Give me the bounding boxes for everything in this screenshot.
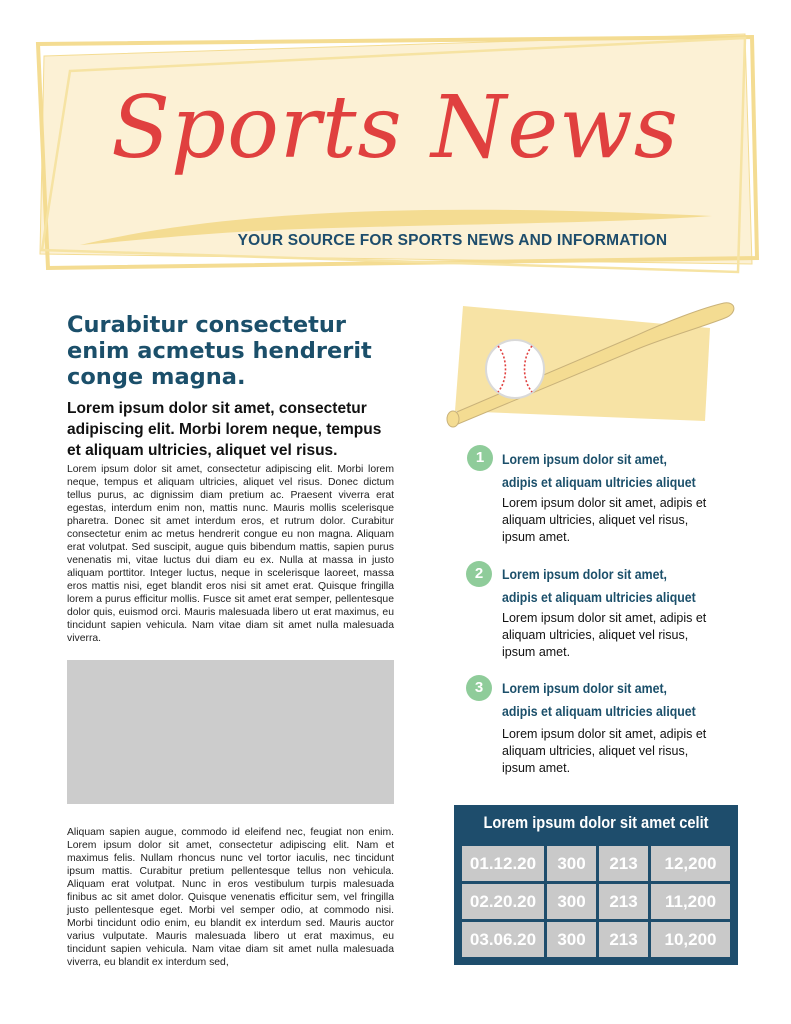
table-cell: 10,200 <box>651 922 730 957</box>
article-headline: Curabitur consectetur enim acmetus hendrerit conge magna. <box>67 312 372 390</box>
list-item-title-line2: adipis et aliquam ultricies aliquet <box>502 703 696 719</box>
table-cell: 12,200 <box>651 846 730 881</box>
table-cell: 300 <box>547 846 596 881</box>
list-item-title-line1: Lorem ipsum dolor sit amet, <box>502 451 667 467</box>
list-item-title <box>502 563 704 609</box>
list-item-body: Lorem ipsum dolor sit amet, adipis et aliquam ultricies, aliquet vel risus, ipsum amet. <box>502 496 707 544</box>
list-item-title <box>502 677 704 723</box>
table-cell: 213 <box>599 922 648 957</box>
list-item-body: Lorem ipsum dolor sit amet, adipis et aliquam ultricies, aliquet vel risus, ipsum amet. <box>502 727 707 775</box>
list-number-badge: 2 <box>466 561 492 587</box>
article-body-1: Lorem ipsum dolor sit amet, consectetur adipiscing elit. Morbi lorem neque, tempus et aliquam ultricies, aliquet vel risus. Donec dictum tellus purus, ac dignissim diam pretium ac. Praesent viverra erat egestas, interdum enim non, mattis nunc. Mauris mollis scelerisque pharetra. Donec sit amet interdum eros, et rutrum dolor. Curabitur consectetur enim ac metus hendrerit congue eu non magna. Aliquam erat volutpat. Sed suscipit, augue quis bibendum mattis, sapien purus venenatis mi, vitae luctus dui diam eu ex. Nulla at massa in justo aliquam porttitor. Integer luctus, neque in scelerisque laoreet, massa eros mattis nisi, eget blandit eros nisi sit amet erat. Quisque fringilla lorem a purus efficitur mollis. Fusce sit amet erat semper, pellentesque dolor quis, euismod orci. Mauris malesuada libero ut erat maximus, eu tincidunt sapien vehicula. Nam vitae diam sit amet nulla malesuada viverra. <box>67 464 394 644</box>
table-cell: 03.06.20 <box>462 922 544 957</box>
table-cell: 11,200 <box>651 884 730 919</box>
list-number-badge: 3 <box>466 675 492 701</box>
list-item-body: Lorem ipsum dolor sit amet, adipis et aliquam ultricies, aliquet vel risus, ipsum amet. <box>502 611 707 659</box>
masthead-tagline: YOUR SOURCE FOR SPORTS NEWS AND INFORMATION <box>237 232 668 249</box>
list-item-title-line1: Lorem ipsum dolor sit amet, <box>502 566 667 582</box>
table-cell: 01.12.20 <box>462 846 544 881</box>
baseball-illustration <box>440 296 750 436</box>
table-cell: 213 <box>599 846 648 881</box>
table-cell: 213 <box>599 884 648 919</box>
table-cell: 300 <box>547 922 596 957</box>
list-item-title-line2: adipis et aliquam ultricies aliquet <box>502 474 696 490</box>
baseball-icon <box>486 340 544 398</box>
list-item-title-line2: adipis et aliquam ultricies aliquet <box>502 589 696 605</box>
table-cell: 300 <box>547 884 596 919</box>
stats-table <box>454 805 738 965</box>
masthead-title: Sports News <box>111 78 679 178</box>
masthead <box>0 0 791 300</box>
image-placeholder <box>67 660 394 804</box>
list-number-badge: 1 <box>467 445 493 471</box>
article-subhead: Lorem ipsum dolor sit amet, consectetur adipiscing elit. Morbi lorem neque, tempus et aliquam ultricies, aliquet vel risus. <box>67 400 382 459</box>
list-item-title <box>502 448 704 494</box>
table-title: Lorem ipsum dolor sit amet celit <box>483 813 709 832</box>
table-cell: 02.20.20 <box>462 884 544 919</box>
article-body-2: Aliquam sapien augue, commodo id eleifend nec, feugiat non enim. Lorem ipsum dolor sit amet, consectetur adipiscing elit. Nam et maximus felis. Nullam rhoncus nunc vel tortor iaculis, nec tincidunt ipsum mattis. Curabitur pretium pellentesque tellus non vehicula. Aliquam erat volutpat. Nunc in eros vestibulum turpis malesuada finibus ac sit amet dolor. Quisque venenatis efficitur sem, vel fringilla justo pellentesque eget. Morbi vel semper odio, at commodo nisi. Morbi tincidunt odio enim, eu blandit ex interdum sed. Mauris auctor varius vulputate. Mauris malesuada libero ut erat maximus, eu tincidunt sapien vehicula. Nam vitae diam sit amet nulla malesuada viverra, eu blandit ex interdum sed, <box>67 827 394 968</box>
list-item-title-line1: Lorem ipsum dolor sit amet, <box>502 680 667 696</box>
